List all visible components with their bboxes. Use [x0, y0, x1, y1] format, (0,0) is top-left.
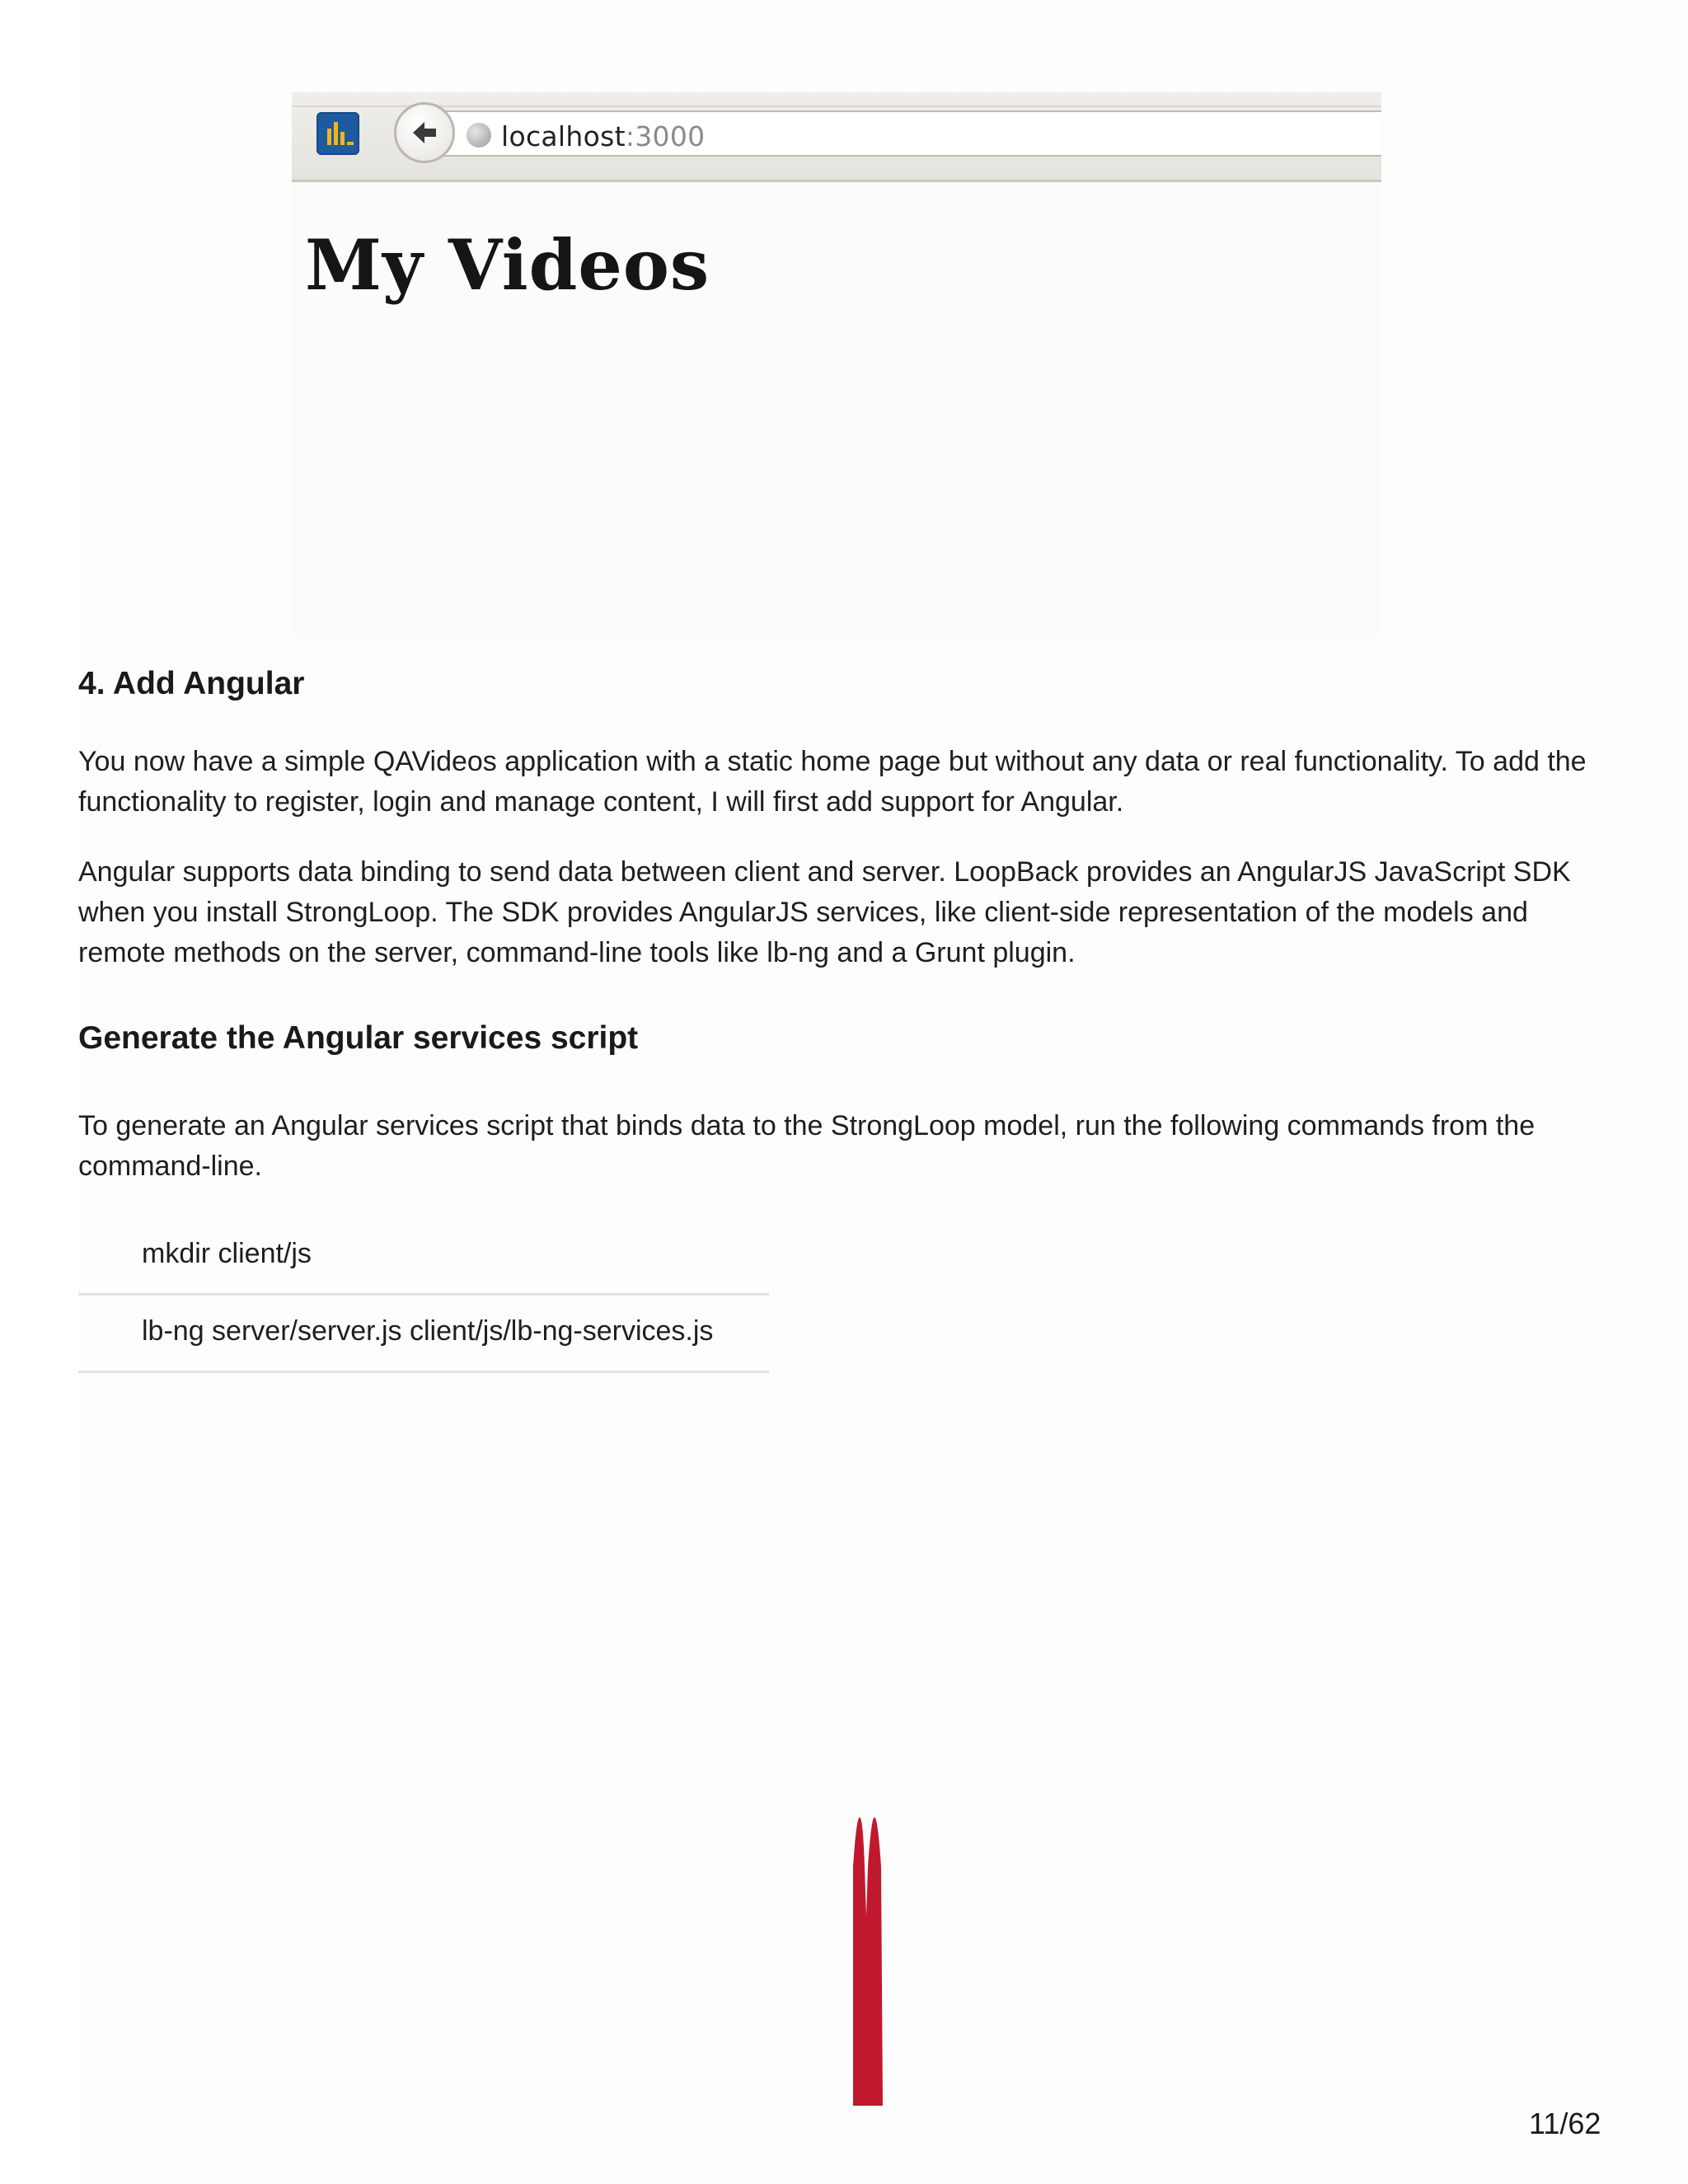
bookmark-ribbon-icon	[851, 1817, 884, 2106]
command-text: mkdir client/js	[142, 1238, 312, 1269]
section-paragraph-1: You now have a simple QAVideos application with a static home page but without any data or real functionality. To add the functionality to register, login and manage content, I will first add support for Angular.	[78, 746, 1587, 818]
section-paragraph-2: Angular supports data binding to send data between client and server. LoopBack provides an AngularJS JavaScript SDK when you install StrongLoop. The SDK provides AngularJS services, like client-side representation of the models and remote methods on the server, command-line tools like lb-ng and a Grunt plugin.	[78, 856, 1571, 968]
app-icon-bar	[327, 129, 331, 145]
back-button[interactable]	[394, 102, 455, 163]
subsection-heading: Generate the Angular services script	[78, 1020, 639, 1056]
app-icon[interactable]	[316, 112, 359, 155]
command-row	[78, 1296, 769, 1373]
globe-icon	[467, 123, 491, 148]
back-arrow-icon	[410, 118, 439, 148]
browser-toolbar	[292, 92, 1381, 182]
command-text: lb-ng server/server.js client/js/lb-ng-services.js	[142, 1315, 714, 1347]
section-heading: 4. Add Angular	[78, 666, 305, 701]
url-bar[interactable]	[440, 110, 1381, 157]
app-icon-bar	[334, 122, 338, 145]
app-icon-bar	[340, 132, 345, 145]
browser-page-heading: My Videos	[305, 224, 710, 306]
command-row	[78, 1218, 769, 1296]
subsection-paragraph: To generate an Angular services script that binds data to the StrongLoop model, run the following commands from the command-line.	[78, 1110, 1536, 1182]
url-text	[501, 120, 705, 152]
url-host: localhost	[501, 120, 626, 152]
app-icon-bar	[347, 142, 354, 145]
toolbar-divider	[292, 105, 1381, 107]
browser-screenshot	[292, 92, 1381, 636]
url-port: :3000	[625, 120, 706, 152]
page-number: 11/62	[1529, 2107, 1601, 2140]
command-list	[78, 1218, 769, 1373]
